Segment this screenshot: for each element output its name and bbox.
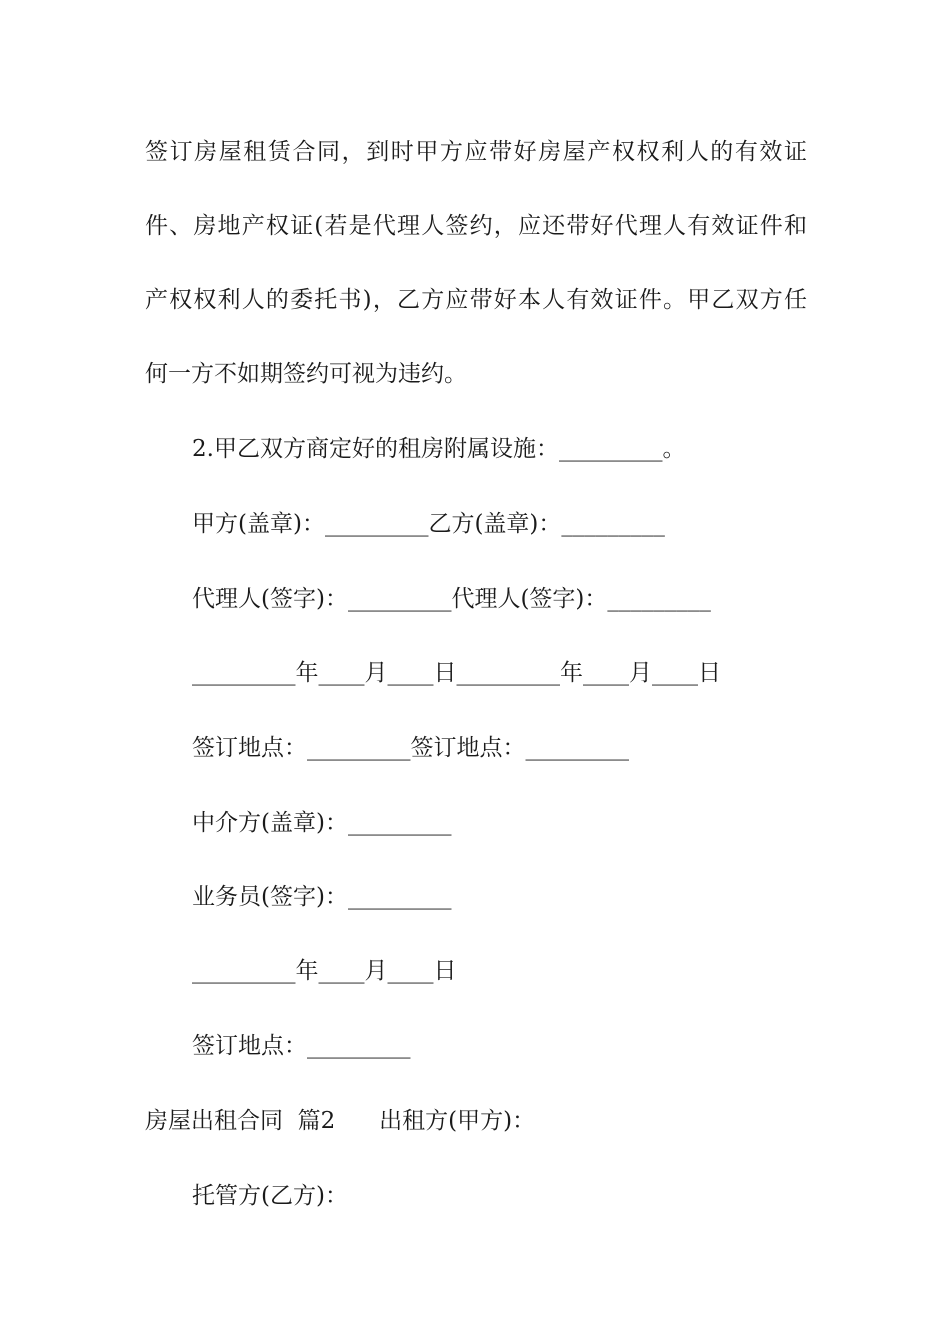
clause-2-facilities: 2.甲乙双方商定好的租房附属设施：_________。 bbox=[192, 436, 686, 462]
section-heading: 房屋出租合同 篇2 出租方(甲方)： bbox=[145, 1108, 536, 1134]
paragraph-line-1: 签订房屋租赁合同，到时甲方应带好房屋产权权利人的有效证 bbox=[145, 139, 807, 165]
paragraph-line-4: 何一方不如期签约可视为违约。 bbox=[145, 361, 467, 387]
signature-dates: _________年____月____日_________年____月____日 bbox=[192, 660, 721, 686]
intermediary-place: 签订地点：_________ bbox=[192, 1033, 411, 1059]
paragraph-line-2: 件、房地产权证(若是代理人签约，应还带好代理人有效证件和 bbox=[145, 213, 807, 239]
signature-places: 签订地点：_________签订地点：_________ bbox=[192, 735, 629, 761]
signature-parties: 甲方(盖章)：_________乙方(盖章)：_________ bbox=[192, 511, 665, 537]
trustee-party: 托管方(乙方)： bbox=[192, 1183, 348, 1209]
intermediary-date: _________年____月____日 bbox=[192, 958, 457, 984]
signature-agents: 代理人(签字)：_________代理人(签字)：_________ bbox=[192, 586, 711, 612]
intermediary-seal: 中介方(盖章)：_________ bbox=[192, 810, 452, 836]
clerk-signature: 业务员(签字)：_________ bbox=[192, 884, 452, 910]
paragraph-line-3: 产权权利人的委托书)，乙方应带好本人有效证件。甲乙双方任 bbox=[145, 287, 807, 313]
